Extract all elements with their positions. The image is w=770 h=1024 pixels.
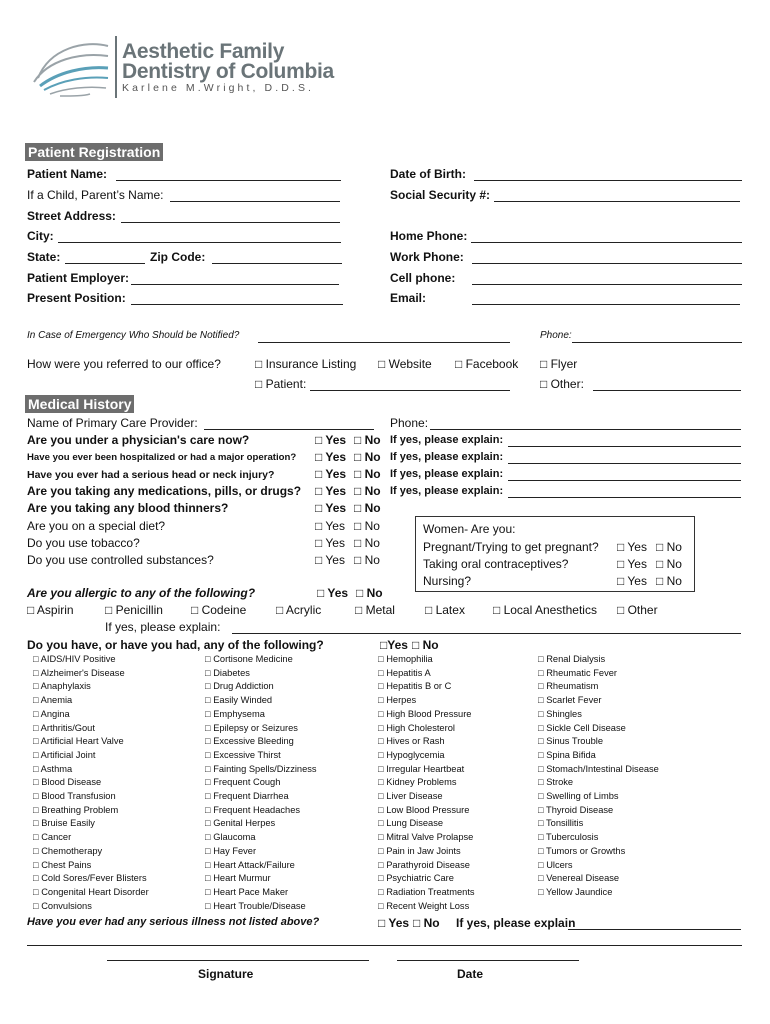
position-label: Present Position: xyxy=(27,291,126,305)
logo-swoosh-icon xyxy=(30,38,110,100)
q-diet-label: Are you on a special diet? xyxy=(27,519,166,533)
q-head-yes[interactable]: □ Yes xyxy=(315,467,347,481)
condition-checkbox[interactable]: □ Renal Dialysis xyxy=(538,654,606,664)
q-controlled-yes[interactable]: □ Yes xyxy=(315,553,345,567)
conditions-no[interactable]: □ No xyxy=(412,638,439,652)
cell-phone-label: Cell phone: xyxy=(390,271,456,285)
condition-checkbox[interactable]: □ Diabetes xyxy=(205,667,250,678)
employer-label: Patient Employer: xyxy=(27,271,130,285)
allergy-yes[interactable]: □ Yes xyxy=(317,586,349,600)
condition-checkbox[interactable]: □ Shingles xyxy=(538,708,582,719)
referral-other-checkbox[interactable]: □ Other: xyxy=(540,377,584,391)
women-q3-yes[interactable]: □ Yes xyxy=(617,574,647,588)
q-hospital-label: Have you ever been hospitalized or had a major operation? xyxy=(27,452,297,463)
logo-line2: Dentistry of Columbia xyxy=(122,60,334,83)
signature-label: Signature xyxy=(198,967,254,981)
emergency-field[interactable] xyxy=(258,330,510,343)
women-q3-no[interactable]: □ No xyxy=(656,574,682,588)
condition-checkbox[interactable]: □ Sickle Cell Disease xyxy=(538,722,626,733)
condition-checkbox[interactable]: □ Rheumatism xyxy=(538,681,599,692)
condition-checkbox[interactable]: □ Heart Pace Maker xyxy=(205,886,289,897)
condition-checkbox[interactable]: □ Fainting Spells/Dizziness xyxy=(205,763,317,774)
allergy-acrylic-checkbox[interactable]: □ Acrylic xyxy=(276,603,322,617)
referral-facebook-checkbox[interactable]: □ Facebook xyxy=(455,357,519,371)
condition-checkbox[interactable]: □ Cancer xyxy=(33,832,72,843)
allergy-latex-checkbox[interactable]: □ Latex xyxy=(425,603,465,617)
parent-name-label: If a Child, Parent’s Name: xyxy=(27,188,164,202)
ssn-field[interactable] xyxy=(494,188,740,202)
parent-name-field[interactable] xyxy=(170,188,340,202)
condition-checkbox[interactable]: □ High Blood Pressure xyxy=(378,708,472,719)
condition-checkbox[interactable]: □ Tumors or Growths xyxy=(538,845,626,856)
condition-checkbox[interactable]: □ Angina xyxy=(33,708,70,719)
condition-checkbox[interactable]: □ Asthma xyxy=(33,763,73,774)
condition-checkbox[interactable]: □ Artificial Joint xyxy=(33,749,96,760)
condition-checkbox[interactable]: □ Psychiatric Care xyxy=(378,873,454,884)
condition-checkbox[interactable]: □ High Cholesterol xyxy=(378,722,455,733)
logo-line3: Karlene M.Wright, D.D.S. xyxy=(122,82,315,94)
q-head-label: Have you ever had a serious head or neck injury? xyxy=(27,469,275,481)
provider-phone-label: Phone: xyxy=(390,416,429,430)
condition-checkbox[interactable]: □ Irregular Heartbeat xyxy=(378,763,465,774)
q-thinners-no[interactable]: □ No xyxy=(354,501,381,515)
allergy-explain-field[interactable] xyxy=(232,620,741,634)
logo-line1: Aesthetic Family xyxy=(122,40,285,63)
condition-checkbox[interactable]: □ Chest Pains xyxy=(33,859,92,870)
city-label: City: xyxy=(27,229,54,243)
condition-checkbox[interactable]: □ Cortisone Medicine xyxy=(205,654,293,664)
allergy-penicillin-checkbox[interactable]: □ Penicillin xyxy=(105,603,163,617)
work-phone-field[interactable] xyxy=(472,250,742,264)
condition-checkbox[interactable]: □ Drug Addiction xyxy=(205,681,274,692)
primary-provider-label: Name of Primary Care Provider: xyxy=(27,416,198,430)
q-diet-no[interactable]: □ No xyxy=(354,519,380,533)
work-phone-label: Work Phone: xyxy=(390,250,464,264)
q-meds-explain: If yes, please explain: xyxy=(390,485,504,497)
dob-field[interactable] xyxy=(474,167,742,181)
street-field[interactable] xyxy=(121,209,340,223)
allergy-aspirin-checkbox[interactable]: □ Aspirin xyxy=(27,603,74,617)
signature-line[interactable] xyxy=(107,950,369,961)
ssn-label: Social Security #: xyxy=(390,188,491,202)
q-meds-label: Are you taking any medications, pills, or drugs? xyxy=(27,484,302,498)
cell-phone-field[interactable] xyxy=(472,271,742,285)
q-head-explain: If yes, please explain: xyxy=(390,468,504,480)
allergy-codeine-checkbox[interactable]: □ Codeine xyxy=(191,603,247,617)
email-field[interactable] xyxy=(472,291,740,305)
q-care-yes[interactable]: □ Yes xyxy=(315,433,347,447)
condition-checkbox[interactable]: □ Frequent Headaches xyxy=(205,804,301,815)
section-title-medical: Medical History xyxy=(25,395,134,413)
women-q2-no[interactable]: □ No xyxy=(656,557,682,571)
condition-checkbox[interactable]: □ Hay Fever xyxy=(205,845,257,856)
condition-checkbox[interactable]: □ Blood Transfusion xyxy=(33,791,116,801)
logo-divider xyxy=(115,36,117,98)
serious-yes[interactable]: □ Yes xyxy=(378,916,410,930)
serious-question: Have you ever had any serious illness not listed above? xyxy=(27,916,320,928)
condition-checkbox[interactable]: □ Spina Bifida xyxy=(538,749,596,760)
position-field[interactable] xyxy=(131,291,343,305)
condition-checkbox[interactable]: □ Hemophilia xyxy=(378,654,433,664)
condition-checkbox[interactable]: □ Venereal Disease xyxy=(538,873,620,884)
condition-checkbox[interactable]: □ Stroke xyxy=(538,777,574,788)
condition-checkbox[interactable]: □ Sinus Trouble xyxy=(538,736,604,747)
logo xyxy=(30,36,334,106)
q-controlled-no[interactable]: □ No xyxy=(354,553,380,567)
condition-checkbox[interactable]: □ Heart Trouble/Disease xyxy=(205,900,306,911)
q-tobacco-yes[interactable]: □ Yes xyxy=(315,536,345,550)
condition-checkbox[interactable]: □ Easily Winded xyxy=(205,695,273,706)
condition-checkbox[interactable]: □ Heart Attack/Failure xyxy=(205,859,295,870)
condition-checkbox[interactable]: □ Breathing Problem xyxy=(33,804,119,815)
q-care-no[interactable]: □ No xyxy=(354,433,381,447)
referral-patient-field[interactable] xyxy=(310,377,510,391)
q-care-explain-field[interactable] xyxy=(508,434,741,447)
q-care-label: Are you under a physician's care now? xyxy=(27,433,250,447)
q-head-explain-field[interactable] xyxy=(508,468,741,481)
condition-checkbox[interactable]: □ Lung Disease xyxy=(378,818,444,829)
q-care-explain: If yes, please explain: xyxy=(390,434,504,446)
condition-checkbox[interactable]: □ AIDS/HIV Positive xyxy=(33,654,116,664)
date-label: Date xyxy=(457,967,484,981)
email-label: Email: xyxy=(390,291,427,305)
allergy-question: Are you allergic to any of the following? xyxy=(27,586,256,600)
condition-checkbox[interactable]: □ Cold Sores/Fever Blisters xyxy=(33,873,147,884)
condition-checkbox[interactable]: □ Blood Disease xyxy=(33,777,102,788)
condition-checkbox[interactable]: □ Genital Herpes xyxy=(205,818,276,829)
referral-question: How were you referred to our office? xyxy=(27,357,221,371)
condition-checkbox[interactable]: □ Convulsions xyxy=(33,900,92,911)
q-controlled-label: Do you use controlled substances? xyxy=(27,553,214,567)
condition-checkbox[interactable]: □ Radiation Treatments xyxy=(378,886,475,897)
primary-provider-field[interactable] xyxy=(204,416,374,430)
women-q2-yes[interactable]: □ Yes xyxy=(617,557,647,571)
condition-checkbox[interactable]: □ Hives or Rash xyxy=(378,736,445,747)
allergy-no[interactable]: □ No xyxy=(356,586,383,600)
referral-patient-checkbox[interactable]: □ Patient: xyxy=(255,377,307,391)
condition-checkbox[interactable]: □ Stomach/Intestinal Disease xyxy=(538,763,659,774)
date-line[interactable] xyxy=(397,950,579,961)
home-phone-field[interactable] xyxy=(471,229,742,243)
q-thinners-label: Are you taking any blood thinners? xyxy=(27,501,229,515)
referral-insurance-checkbox[interactable]: □ Insurance Listing xyxy=(255,357,357,371)
condition-checkbox[interactable]: □ Tuberculosis xyxy=(538,832,599,843)
conditions-question: Do you have, or have you had, any of the following? xyxy=(27,638,324,652)
q-head-no[interactable]: □ No xyxy=(354,467,381,481)
home-phone-label: Home Phone: xyxy=(390,229,468,243)
condition-checkbox[interactable]: □ Tonsillitis xyxy=(538,818,584,829)
condition-checkbox[interactable]: □ Frequent Cough xyxy=(205,777,281,788)
q-tobacco-label: Do you use tobacco? xyxy=(27,536,140,550)
condition-checkbox[interactable]: □ Low Blood Pressure xyxy=(378,804,470,815)
q-thinners-yes[interactable]: □ Yes xyxy=(315,501,347,515)
condition-checkbox[interactable]: □ Chemotherapy xyxy=(33,845,103,856)
emergency-phone-label: Phone: xyxy=(540,330,572,341)
condition-checkbox[interactable]: □ Excessive Thirst xyxy=(205,749,281,760)
condition-checkbox[interactable]: □ Frequent Diarrhea xyxy=(205,791,289,801)
q-meds-yes[interactable]: □ Yes xyxy=(315,484,347,498)
women-q1-no[interactable]: □ No xyxy=(656,540,682,554)
zip-label: Zip Code: xyxy=(150,250,206,264)
state-label: State: xyxy=(27,250,61,264)
condition-checkbox[interactable]: □ Glaucoma xyxy=(205,832,256,843)
condition-checkbox[interactable]: □ Pain in Jaw Joints xyxy=(378,845,461,856)
condition-checkbox[interactable]: □ Artificial Heart Valve xyxy=(33,736,124,747)
condition-checkbox[interactable]: □ Hepatitis A xyxy=(378,667,431,678)
serious-no[interactable]: □ No xyxy=(413,916,440,930)
condition-checkbox[interactable]: □ Thyroid Disease xyxy=(538,804,614,815)
provider-phone-field[interactable] xyxy=(430,416,741,430)
allergy-other-checkbox[interactable]: □ Other xyxy=(617,603,658,617)
women-q1-yes[interactable]: □ Yes xyxy=(617,540,647,554)
condition-checkbox[interactable]: □ Hypoglycemia xyxy=(378,749,445,760)
q-diet-yes[interactable]: □ Yes xyxy=(315,519,345,533)
referral-other-field[interactable] xyxy=(593,377,741,391)
condition-checkbox[interactable]: □ Yellow Jaundice xyxy=(538,886,613,897)
condition-checkbox[interactable]: □ Scarlet Fever xyxy=(538,695,602,706)
employer-field[interactable] xyxy=(131,271,339,285)
q-hospital-explain: If yes, please explain: xyxy=(390,451,504,463)
condition-checkbox[interactable]: □ Rheumatic Fever xyxy=(538,667,617,678)
condition-checkbox[interactable]: □ Bruise Easily xyxy=(33,818,95,829)
referral-flyer-checkbox[interactable]: □ Flyer xyxy=(540,357,578,371)
emergency-label: In Case of Emergency Who Should be Notified? xyxy=(27,330,240,341)
condition-checkbox[interactable]: □ Hepatitis B or C xyxy=(378,681,452,692)
q-meds-explain-field[interactable] xyxy=(508,485,741,498)
condition-checkbox[interactable]: □ Heart Murmur xyxy=(205,873,271,884)
q-meds-no[interactable]: □ No xyxy=(354,484,381,498)
q-hospital-yes[interactable]: □ Yes xyxy=(315,450,347,464)
q-hospital-no[interactable]: □ No xyxy=(354,450,381,464)
section-title-patient: Patient Registration xyxy=(25,143,163,161)
city-field[interactable] xyxy=(58,229,341,243)
dob-label: Date of Birth: xyxy=(390,167,466,181)
women-title: Women- Are you: xyxy=(423,522,516,536)
allergy-metal-checkbox[interactable]: □ Metal xyxy=(355,603,395,617)
condition-checkbox[interactable]: □ Mitral Valve Prolapse xyxy=(378,832,474,843)
women-q1-label: Pregnant/Trying to get pregnant? xyxy=(423,540,599,554)
emergency-phone-field[interactable] xyxy=(572,330,742,343)
condition-checkbox[interactable]: □ Alzheimer's Disease xyxy=(33,667,125,678)
zip-field[interactable] xyxy=(212,250,342,264)
condition-checkbox[interactable]: □ Excessive Bleeding xyxy=(205,736,294,747)
condition-checkbox[interactable]: □ Epilepsy or Seizures xyxy=(205,722,298,733)
serious-explain-label: If yes, please explain xyxy=(456,916,576,930)
condition-checkbox[interactable]: □ Arthritis/Gout xyxy=(33,722,95,733)
women-q3-label: Nursing? xyxy=(423,574,472,588)
condition-checkbox[interactable]: □ Kidney Problems xyxy=(378,777,457,788)
patient-name-field[interactable] xyxy=(116,167,341,181)
condition-checkbox[interactable]: □ Congenital Heart Disorder xyxy=(33,886,149,897)
allergy-explain-label: If yes, please explain: xyxy=(105,620,221,634)
condition-checkbox[interactable]: □ Anaphylaxis xyxy=(33,681,91,692)
patient-name-label: Patient Name: xyxy=(27,167,108,181)
street-label: Street Address: xyxy=(27,209,116,223)
allergy-local-anesthetics-checkbox[interactable]: □ Local Anesthetics xyxy=(493,603,597,617)
condition-checkbox[interactable]: □ Parathyroid Disease xyxy=(378,859,470,870)
serious-explain-field[interactable] xyxy=(568,916,741,930)
serious-explain-line2[interactable] xyxy=(27,935,742,946)
referral-website-checkbox[interactable]: □ Website xyxy=(378,357,432,371)
condition-checkbox[interactable]: □ Ulcers xyxy=(538,859,573,870)
condition-checkbox[interactable]: □ Recent Weight Loss xyxy=(378,900,470,911)
condition-checkbox[interactable]: □ Anemia xyxy=(33,695,73,706)
condition-checkbox[interactable]: □ Liver Disease xyxy=(378,791,443,801)
q-tobacco-no[interactable]: □ No xyxy=(354,536,380,550)
women-q2-label: Taking oral contraceptives? xyxy=(423,557,569,571)
condition-checkbox[interactable]: □ Herpes xyxy=(378,695,417,706)
condition-checkbox[interactable]: □ Emphysema xyxy=(205,708,265,719)
condition-checkbox[interactable]: □ Swelling of Limbs xyxy=(538,791,619,801)
q-hospital-explain-field[interactable] xyxy=(508,451,741,464)
state-field[interactable] xyxy=(65,250,145,264)
conditions-yes[interactable]: □Yes xyxy=(380,638,408,652)
